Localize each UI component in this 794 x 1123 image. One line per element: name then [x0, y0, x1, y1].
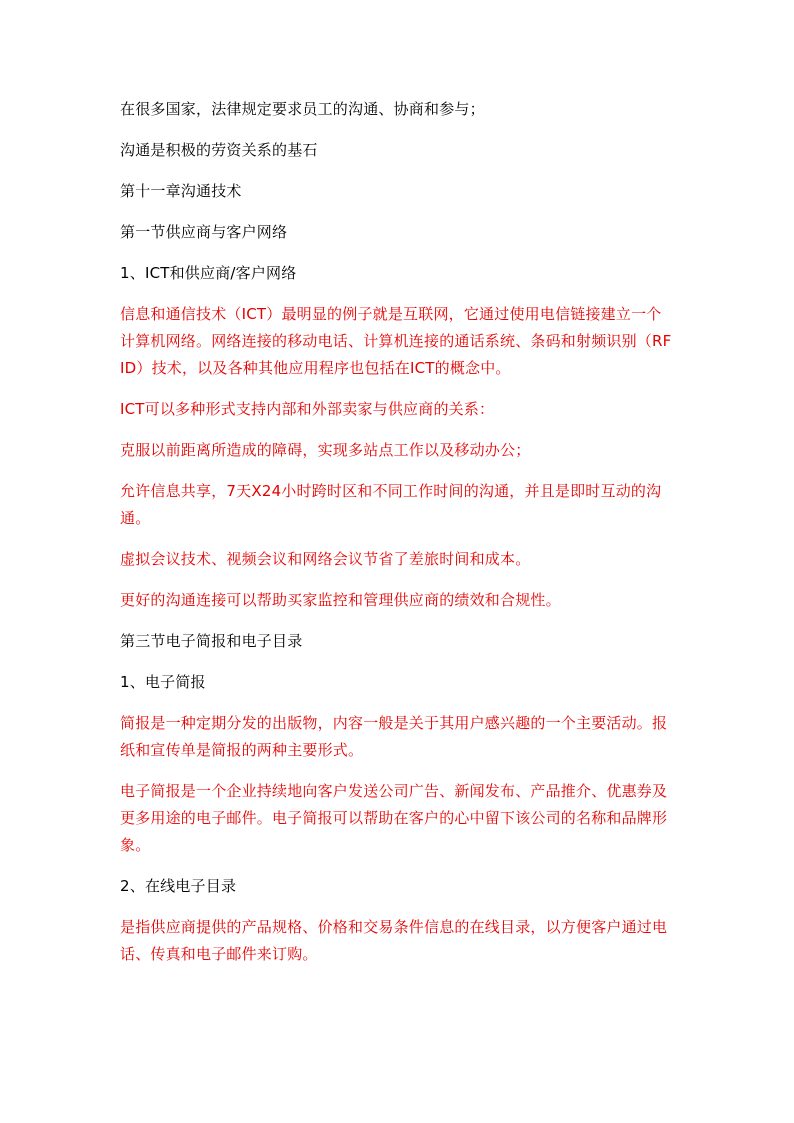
paragraph-overcome-distance: 克服以前距离所造成的障碍，实现多站点工作以及移动办公； — [120, 441, 531, 459]
section-heading-networks: 第一节供应商与客户网络 — [120, 223, 288, 241]
paragraph-virtual-meetings: 虚拟会议技术、视频会议和网络会议节省了差旅时间和成本。 — [120, 550, 531, 568]
paragraph-ict-definition: 信息和通信技术（ICT）最明显的例子就是互联网，它通过使用电信链接建立一个计算机网络。网络连接的移动电话、计算机连接的通话系统、条码和射频识别（RFID）技术，以及各种其他应用程序也包括在ICT的概念中。 — [120, 305, 672, 377]
paragraph-online-catalog-definition: 是指供应商提供的产品规格、价格和交易条件信息的在线目录，以方便客户通过电话、传真和电子邮件来订购。 — [120, 918, 668, 963]
paragraph-communication-cornerstone: 沟通是积极的劳资关系的基石 — [120, 141, 318, 159]
paragraph-newsletter-definition: 简报是一种定期分发的出版物，内容一般是关于其用户感兴趣的一个主要活动。报纸和宣传单是简报的两种主要形式。 — [120, 714, 668, 759]
paragraph-ict-support-forms: ICT可以多种形式支持内部和外部卖家与供应商的关系： — [120, 400, 495, 418]
paragraph-supplier-monitoring: 更好的沟通连接可以帮助买家监控和管理供应商的绩效和合规性。 — [120, 591, 561, 609]
subsection-heading-ict: 1、ICT和供应商/客户网络 — [120, 264, 297, 282]
paragraph-employee-participation: 在很多国家，法律规定要求员工的沟通、协商和参与； — [120, 100, 485, 118]
paragraph-e-newsletter-definition: 电子简报是一个企业持续地向客户发送公司广告、新闻发布、产品推介、优惠券及更多用途的电子邮件。电子简报可以帮助在客户的心中留下该公司的名称和品牌形象。 — [120, 782, 668, 854]
chapter-heading: 第十一章沟通技术 — [120, 182, 242, 200]
section-heading-e-newsletters: 第三节电子简报和电子目录 — [120, 632, 303, 650]
paragraph-info-sharing: 允许信息共享，7天X24小时跨时区和不同工作时间的沟通，并且是即时互动的沟通。 — [120, 482, 662, 527]
subsection-heading-e-newsletter: 1、电子简报 — [120, 673, 206, 691]
subsection-heading-online-catalog: 2、在线电子目录 — [120, 877, 237, 895]
